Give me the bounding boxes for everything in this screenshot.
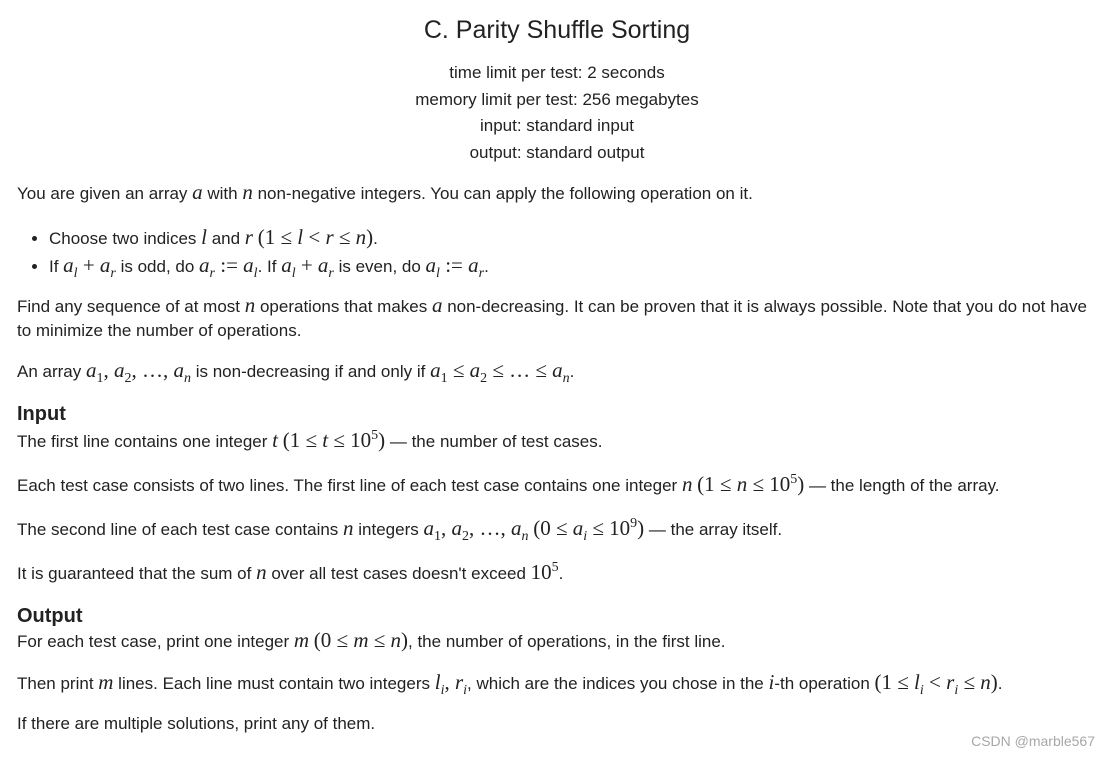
text: — the array itself. xyxy=(644,520,783,539)
input-line-4 xyxy=(17,560,563,586)
text: — the number of test cases. xyxy=(385,432,603,451)
text: non-decreasing. It can be proven that it is always possible. Note that you do not have to minimize the number of operations. xyxy=(17,297,1087,340)
operation-list xyxy=(17,224,489,280)
math-li-ri-range: $(1 \le l_i < r_i \le n)$ xyxy=(874,670,998,699)
math-l: l xyxy=(201,225,207,249)
problem-title: C. Parity Shuffle Sorting xyxy=(423,16,691,44)
math-m: m xyxy=(293,628,310,652)
math-m: m xyxy=(98,670,114,694)
output-line-2 xyxy=(17,670,1003,699)
time-limit: time limit per test: 2 seconds xyxy=(449,63,665,82)
text: is even, do xyxy=(333,257,426,276)
text: — the length of the array. xyxy=(804,476,1000,495)
text: is odd, do xyxy=(115,257,200,276)
math-n: n xyxy=(244,293,256,317)
operation-step-1 xyxy=(49,224,489,252)
text: . xyxy=(558,564,564,583)
text: non-negative integers. You can apply the following operation on it. xyxy=(252,184,753,203)
input-line-2 xyxy=(17,472,1000,498)
math-t: t xyxy=(272,428,278,452)
math-assign-r: $a_r$ := $a_l$ xyxy=(199,253,258,282)
output-heading: Output xyxy=(17,605,83,627)
input-heading: Input xyxy=(17,403,66,425)
text: The second line of each test case contains xyxy=(17,520,344,539)
operation-step-2 xyxy=(49,252,489,280)
text: Choose two indices xyxy=(49,229,202,248)
math-index-range: (1 ≤ l < r ≤ n) xyxy=(257,225,374,249)
text: . If xyxy=(257,257,282,276)
statement-paragraph-1 xyxy=(17,180,753,206)
math-n: n xyxy=(343,516,354,540)
text: integers xyxy=(353,520,424,539)
math-sum: $a_l + a_r$ xyxy=(281,253,334,282)
output-line-1 xyxy=(17,628,726,654)
text: Then print xyxy=(17,674,99,693)
output-line-3: If there are multiple solutions, print any of them. xyxy=(17,714,376,733)
output-spec: output: standard output xyxy=(469,142,645,162)
text: operations that makes xyxy=(255,297,432,316)
math-m-range: (0 ≤ m ≤ n) xyxy=(313,628,409,652)
text: Each test case consists of two lines. The first line of each test case contains one integer xyxy=(17,476,682,495)
text: with xyxy=(202,184,243,203)
math-i: i xyxy=(768,670,775,694)
text: You are given an array xyxy=(17,184,193,203)
text: . xyxy=(484,257,489,276)
text: . xyxy=(569,362,575,381)
math-n: n xyxy=(242,180,253,204)
math-n: n xyxy=(681,472,693,496)
text: . xyxy=(373,229,378,248)
memory-limit: memory limit per test: 256 megabytes xyxy=(415,89,699,109)
math-a: a xyxy=(192,180,203,204)
input-line-1 xyxy=(17,428,602,454)
input-line-3 xyxy=(17,516,783,545)
math-n-range: $(1 \le n \le 10^5)$ xyxy=(697,472,805,496)
math-array: $a_1$, $a_2$, …, $a_n$ xyxy=(423,516,529,545)
text: For each test case, print one integer xyxy=(17,632,294,651)
input-spec: input: standard input xyxy=(479,116,635,135)
text: lines. Each line must contain two integers xyxy=(113,674,435,693)
text: over all test cases doesn't exceed xyxy=(266,564,531,583)
text: is non-decreasing if and only if xyxy=(190,362,431,381)
text: It is guaranteed that the sum of xyxy=(17,564,257,583)
math-ten-pow-5: $10^5$ xyxy=(530,560,559,584)
text: Find any sequence of at most xyxy=(17,297,245,316)
math-array: $a_1$, $a_2$, …, $a_n$ xyxy=(85,358,191,387)
math-assign-l: $a_l$ := $a_r$ xyxy=(425,253,485,282)
math-a: a xyxy=(431,293,443,317)
text: -th operation xyxy=(774,674,875,693)
text: and xyxy=(206,229,245,248)
math-nondecreasing: $a_1 \le a_2$ ≤ … ≤ $a_n$ xyxy=(430,358,570,387)
math-r: r xyxy=(244,225,253,249)
text: , the number of operations, in the first line. xyxy=(408,632,726,651)
text: If xyxy=(49,257,64,276)
statement-paragraph-3 xyxy=(17,358,575,387)
statement-paragraph-2 xyxy=(17,293,1092,343)
math-t-range: $(1 \le t \le 10^5)$ xyxy=(282,428,386,452)
watermark: CSDN @marble567 xyxy=(971,733,1095,749)
text: The first line contains one integer xyxy=(17,432,273,451)
text: . xyxy=(997,674,1003,693)
math-ai-range: $(0 \le a_i \le 10^9)$ xyxy=(533,516,645,545)
math-sum: $a_l + a_r$ xyxy=(63,253,116,282)
math-li-ri: $l_i$, $r_i$ xyxy=(434,670,468,699)
math-n: n xyxy=(256,560,267,584)
text: , which are the indices you chose in the xyxy=(467,674,769,693)
problem-limits xyxy=(0,60,1109,166)
text: An array xyxy=(17,362,86,381)
